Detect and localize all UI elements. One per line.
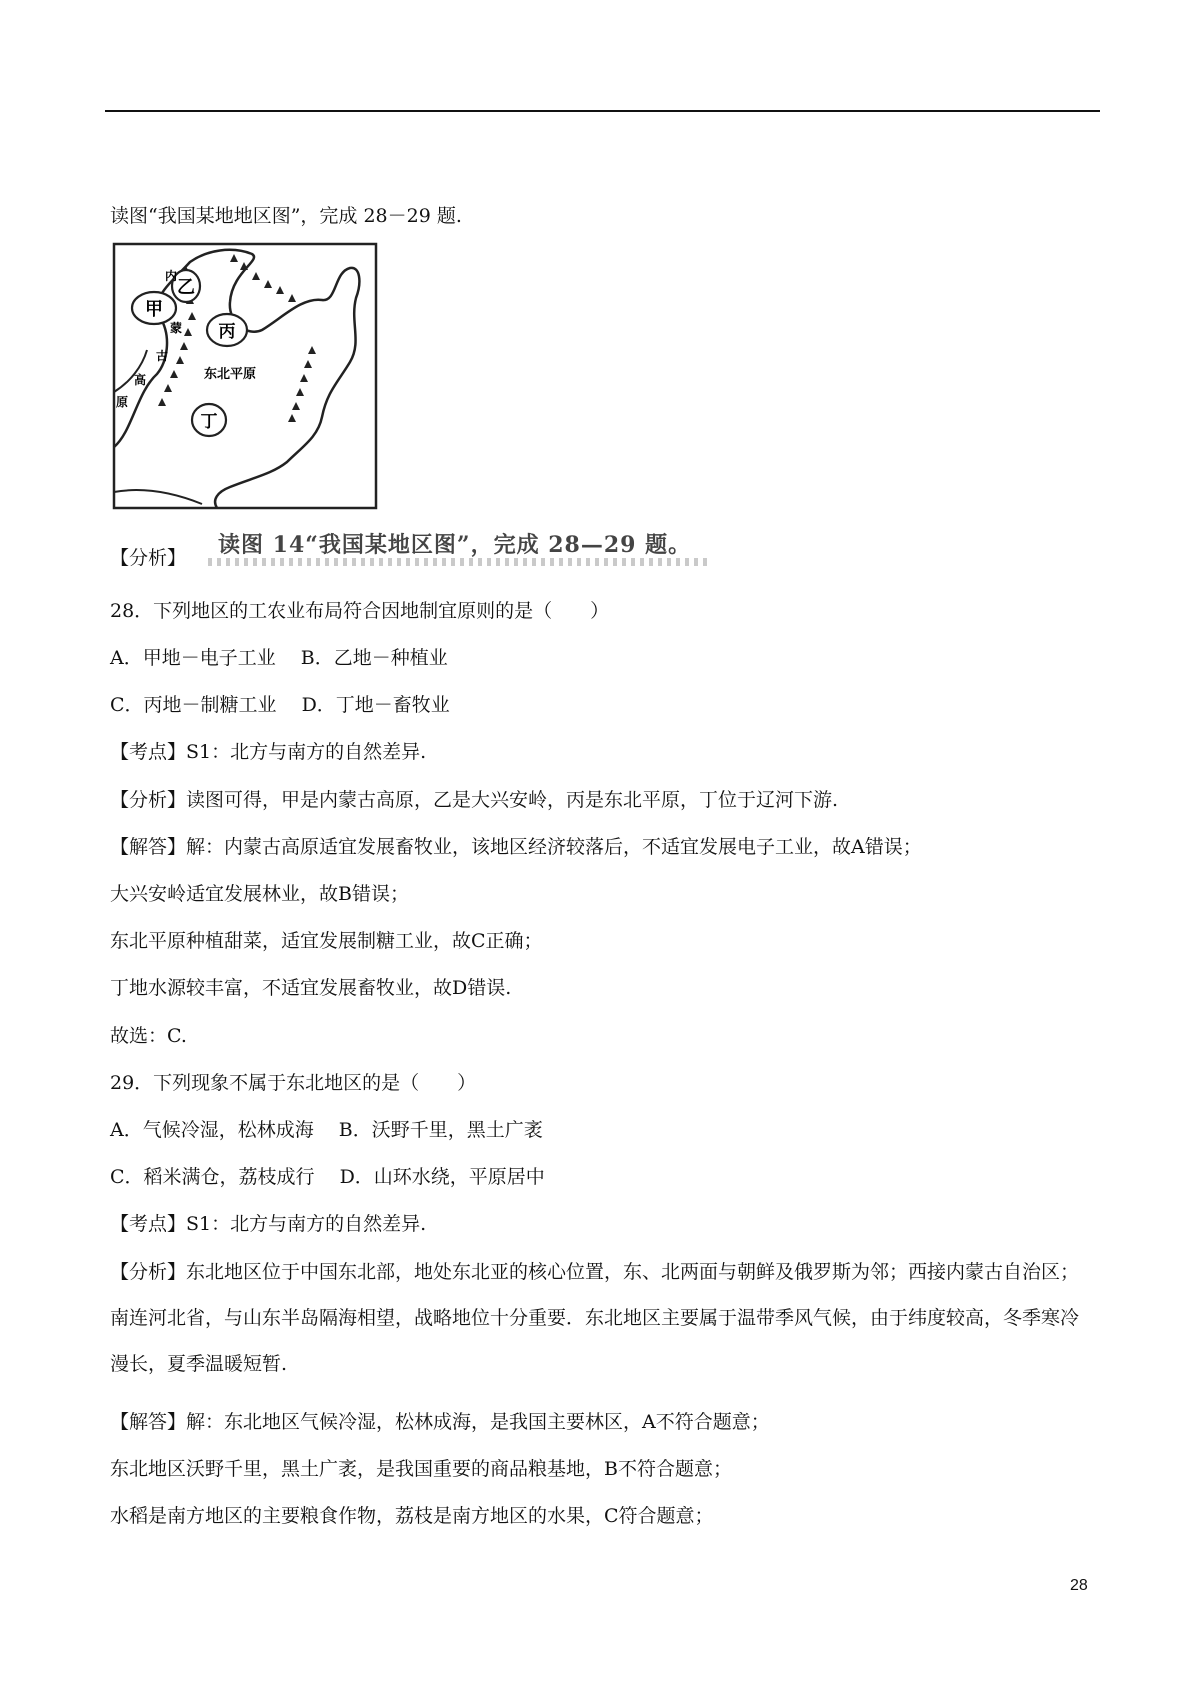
q28-jieda-2: 大兴安岭适宜发展林业，故B错误； <box>110 883 409 905</box>
label-yuan: 原 <box>116 395 129 409</box>
q28-options-ab: A．甲地－电子工业 B．乙地－种植业 <box>110 647 448 669</box>
q28-answer: 故选：C. <box>110 1025 187 1047</box>
q29-options-ab: A．气候冷湿，松林成海 B．沃野千里，黑土广袤 <box>110 1119 543 1141</box>
label-plain: 东北平原 <box>204 367 257 382</box>
intro-text: 读图“我国某地地区图”，完成 28－29 题. <box>110 205 462 227</box>
page-number: 28 <box>1070 1577 1088 1594</box>
embedded-note-image <box>218 528 691 559</box>
analysis-tag: 【分析】 <box>110 547 187 569</box>
header-rule <box>105 110 1100 112</box>
q28-jieda-4: 丁地水源较丰富，不适宜发展畜牧业，故D错误. <box>110 977 512 999</box>
q28-kaodian: 【考点】S1：北方与南方的自然差异. <box>110 741 427 763</box>
q29-jieda-2: 东北地区沃野千里，黑土广袤，是我国重要的商品粮基地，B不符合题意； <box>110 1458 732 1480</box>
label-nei: 内 <box>165 269 178 283</box>
q29-kaodian: 【考点】S1：北方与南方的自然差异. <box>110 1213 427 1235</box>
label-gu: 古 <box>156 349 169 363</box>
label-meng: 蒙 <box>170 321 183 335</box>
region-map-svg <box>112 242 378 510</box>
q28-jieda-1: 【解答】解：内蒙古高原适宜发展畜牧业，该地区经济较落后，不适宜发展电子工业，故A错误； <box>110 836 922 858</box>
q29-stem: 29．下列现象不属于东北地区的是（ ） <box>110 1072 477 1094</box>
label-yi: 乙 <box>177 277 195 298</box>
region-map <box>112 242 378 510</box>
label-bing: 丙 <box>218 322 236 342</box>
q29-options-cd: C．稻米满仓，荔枝成行 D．山环水绕，平原居中 <box>110 1166 545 1188</box>
q29-jieda-1: 【解答】解：东北地区气候冷湿，松林成海，是我国主要林区，A不符合题意； <box>110 1411 770 1433</box>
q28-jieda-3: 东北平原种植甜菜，适宜发展制糖工业，故C正确； <box>110 930 543 952</box>
q29-fenxi: 【分析】东北地区位于中国东北部，地处东北亚的核心位置，东、北两面与朝鲜及俄罗斯为邻；西接内蒙古自治区；南连河北省，与山东半岛隔海相望，战略地位十分重要．东北地区主要属于温带季风气候，由于纬度较高，冬季寒冷漫长，夏季温暖短暂. <box>110 1261 1080 1375</box>
embedded-note-text: 读图 14“我国某地区图”，完成 28—29 题。 <box>218 532 692 558</box>
scan-smudge <box>208 558 708 566</box>
q28-stem: 28．下列地区的工农业布局符合因地制宜原则的是（ ） <box>110 600 610 622</box>
q28-fenxi: 【分析】读图可得，甲是内蒙古高原，乙是大兴安岭，丙是东北平原，丁位于辽河下游. <box>110 789 839 811</box>
label-gao: 高 <box>134 373 147 387</box>
q29-jieda-3: 水稻是南方地区的主要粮食作物，荔枝是南方地区的水果，C符合题意； <box>110 1505 714 1527</box>
label-jia: 甲 <box>145 299 163 320</box>
label-ding: 丁 <box>200 412 218 432</box>
q28-options-cd: C．丙地－制糖工业 D．丁地－畜牧业 <box>110 694 450 716</box>
